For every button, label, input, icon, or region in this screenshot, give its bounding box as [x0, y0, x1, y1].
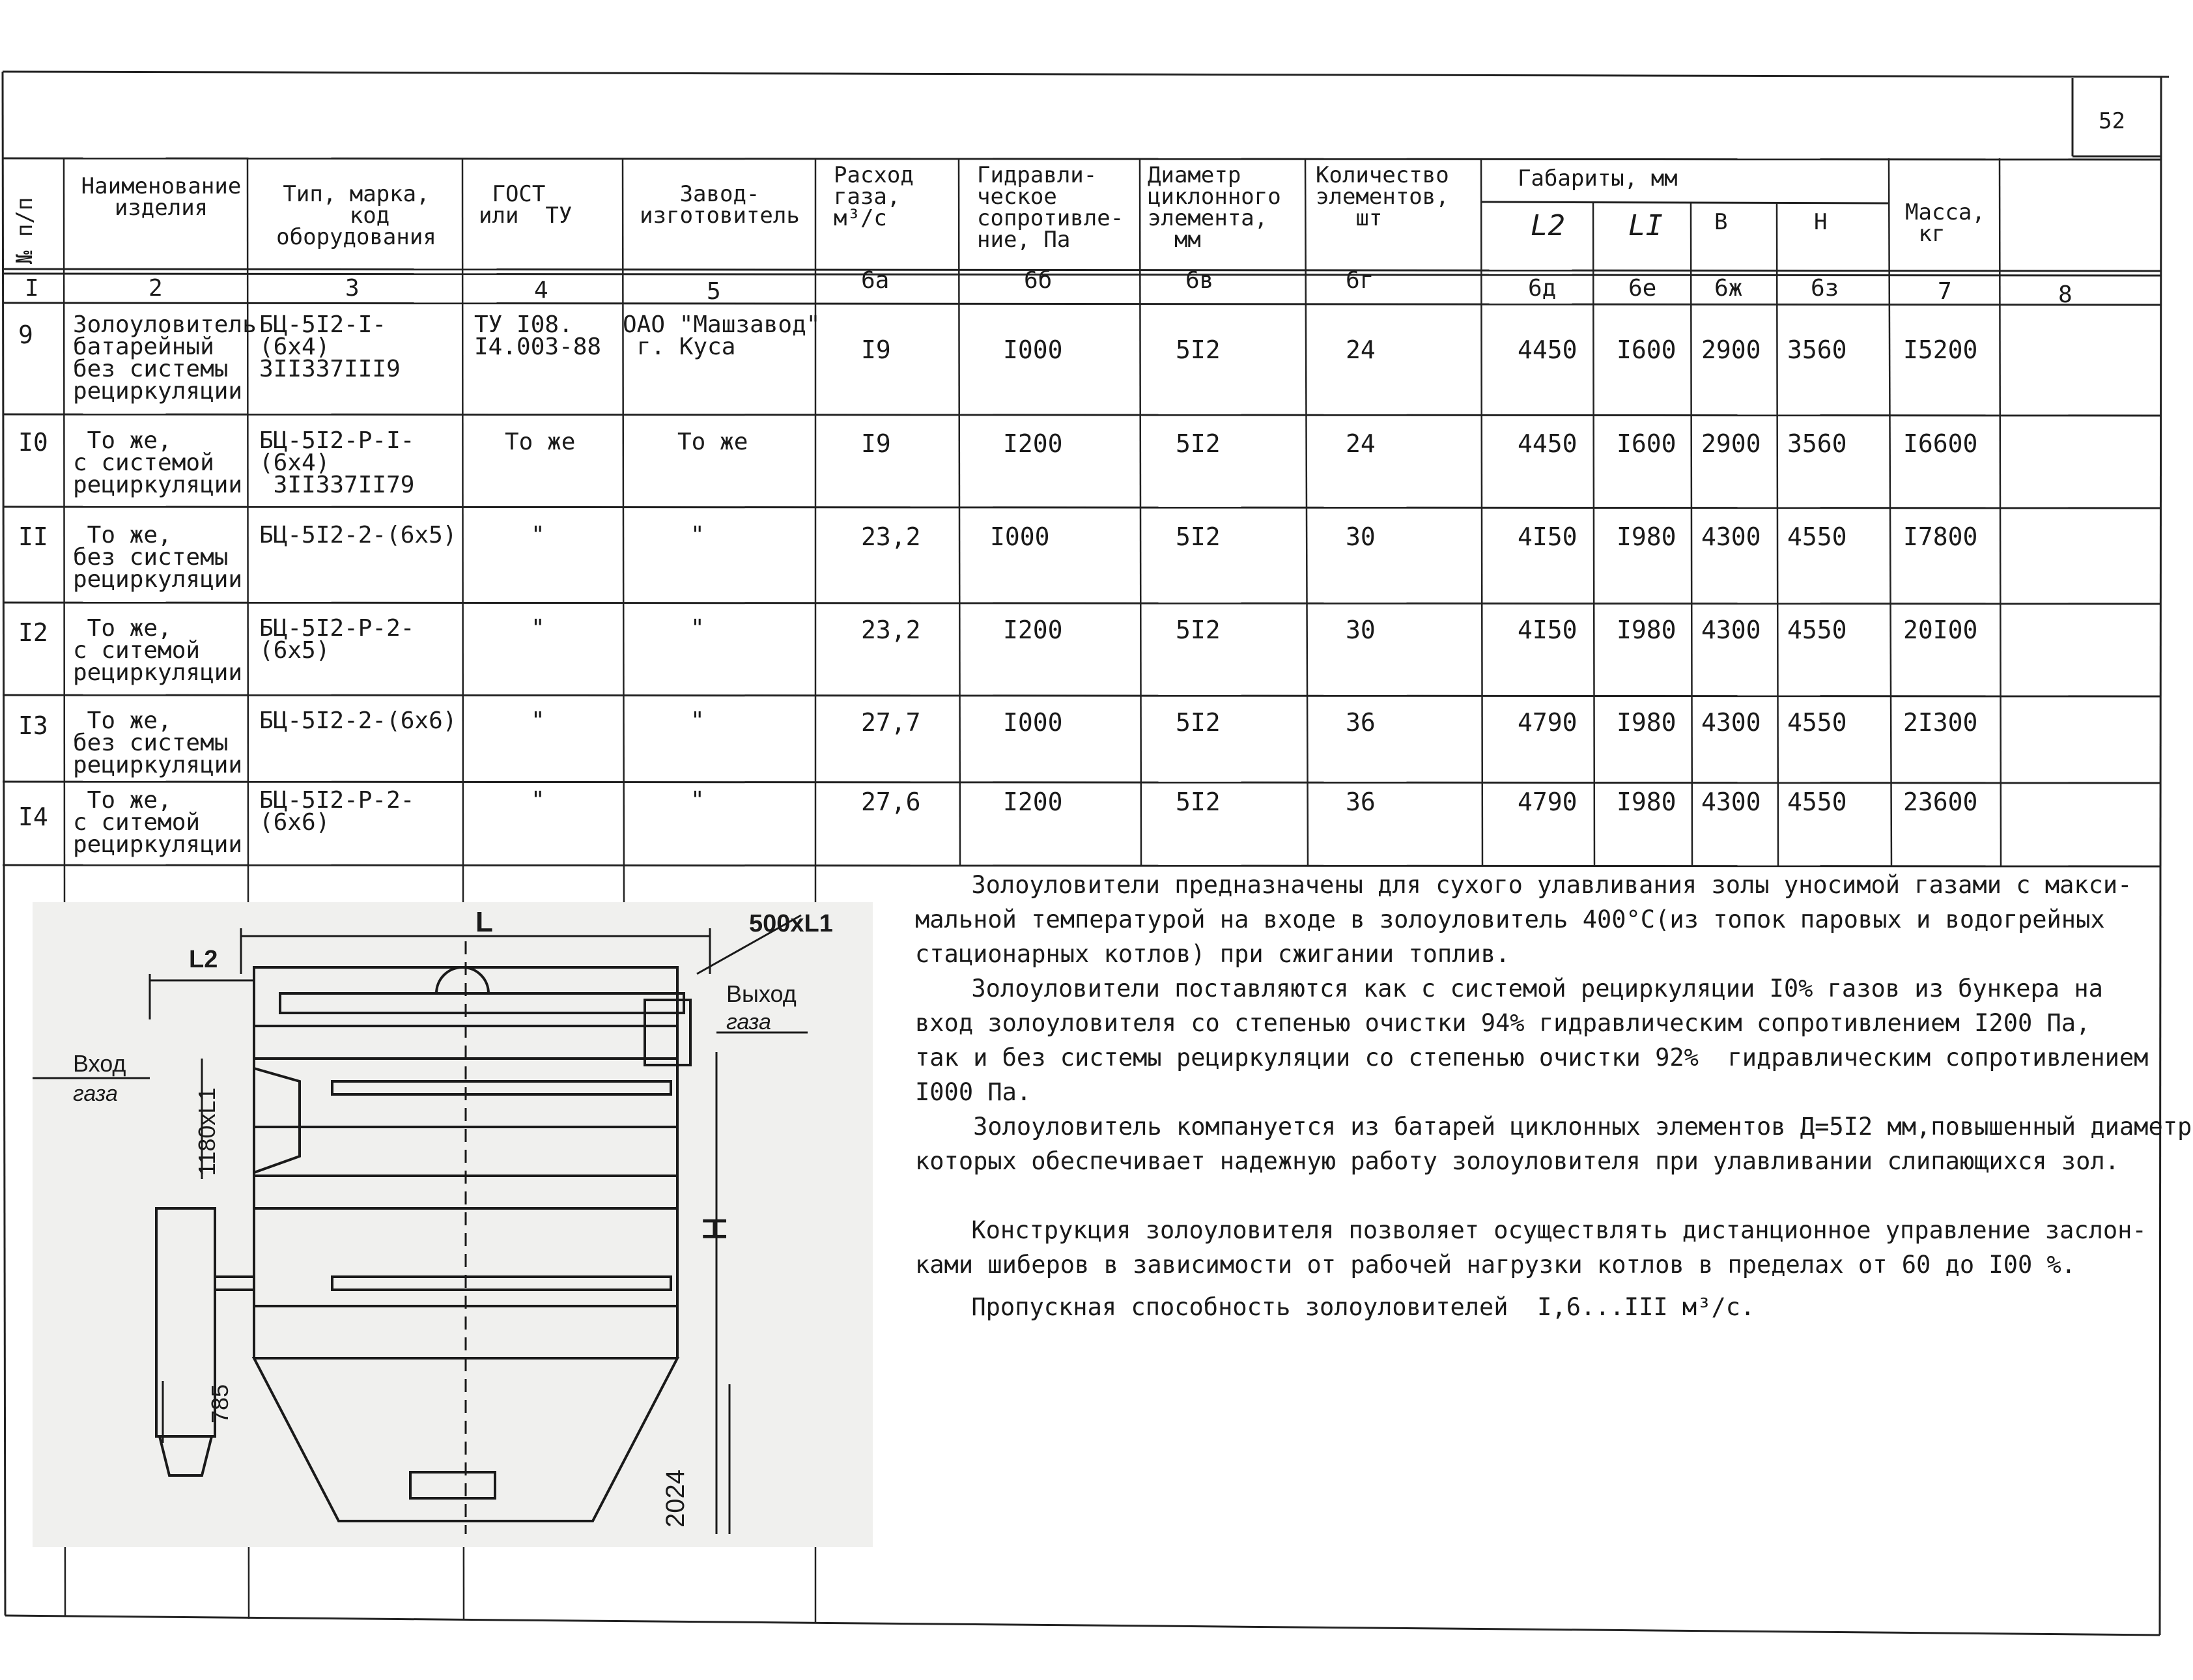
row-b: 4300 — [1701, 616, 1761, 644]
col-number: I — [25, 275, 39, 302]
row-num: I4 — [18, 803, 48, 831]
row-plant: " — [690, 787, 705, 814]
row-gost: То же — [505, 429, 576, 455]
row-name: Золоуловитель батарейный без системы рециркуляции — [73, 311, 257, 405]
row-diameter: 5I2 — [1176, 616, 1221, 644]
description-line: вход золоуловителя со степенью очистки 94% гидравлическим сопротивлением I200 Па, — [915, 1009, 2091, 1037]
row-resistance: I000 — [1003, 708, 1063, 737]
header-dim-b: В — [1714, 209, 1728, 235]
row-b: 4300 — [1701, 522, 1761, 551]
row-l1: I980 — [1617, 708, 1677, 737]
row-type: БЦ-5I2-2-(6х6) — [259, 707, 457, 734]
description-line: Золоуловитель компануется из батарей циклонных элементов Д=5I2 мм,повышенный диаметр — [915, 1113, 2192, 1141]
header-diameter: Диаметр циклонного элемента, мм — [1148, 162, 1281, 253]
row-l1: I980 — [1617, 616, 1677, 644]
col-number: 8 — [2058, 281, 2073, 308]
col-number: 7 — [1938, 278, 1952, 305]
row-type: БЦ-5I2-I- (6х4) 3II337III9 — [259, 311, 401, 382]
row-flow: 27,7 — [861, 708, 921, 737]
row-gost: " — [531, 707, 545, 734]
row-mass: 23600 — [1903, 788, 1978, 816]
row-plant: ОАО "Машзавод" г. Куса — [623, 311, 821, 360]
row-type: БЦ-5I2-Р-2- (6х5) — [259, 615, 415, 664]
row-resistance: I000 — [990, 522, 1050, 551]
row-l2: 4790 — [1518, 788, 1578, 816]
col-number: 6з — [1811, 275, 1839, 302]
row-h: 4550 — [1787, 522, 1847, 551]
row-type: БЦ-5I2-Р-I- (6х4) 3II337II79 — [259, 427, 415, 498]
header-resistance: Гидравли- ческое сопротивле- ние, Па — [977, 162, 1124, 253]
row-count: 24 — [1346, 429, 1376, 458]
col-number: 3 — [345, 275, 360, 302]
row-l1: I980 — [1617, 788, 1677, 816]
row-name: То же, с ситемой рециркуляции — [73, 615, 243, 686]
col-number: 5 — [707, 278, 721, 305]
description-line: ками шиберов в зависимости от рабочей нагрузки котлов в пределах от 60 до I00 %. — [915, 1251, 2076, 1279]
col-number: 6д — [1528, 275, 1557, 302]
description-line: Конструкция золоуловителя позволяет осуществлять дистанционное управление заслон- — [899, 1216, 2147, 1244]
col-number: 2 — [149, 275, 163, 302]
row-plant: " — [690, 615, 705, 642]
drawing-svg — [33, 902, 873, 1547]
row-diameter: 5I2 — [1176, 788, 1221, 816]
row-count: 30 — [1346, 616, 1376, 644]
header-dim-h: Н — [1814, 209, 1828, 235]
row-resistance: I200 — [1003, 788, 1063, 816]
row-l2: 4450 — [1518, 429, 1578, 458]
drawing-label-1180: 1180хL1 — [193, 1087, 220, 1176]
row-resistance: I200 — [1003, 429, 1063, 458]
row-gost: " — [531, 615, 545, 642]
col-number: 6а — [861, 267, 890, 294]
drawing-label-l: L — [475, 906, 493, 938]
row-type: БЦ-5I2-2-(6х5) — [259, 522, 457, 548]
header-count: Количество элементов, шт — [1316, 162, 1449, 231]
row-h: 4550 — [1787, 708, 1847, 737]
row-num: I3 — [18, 711, 48, 740]
row-count: 30 — [1346, 522, 1376, 551]
row-mass: I6600 — [1903, 429, 1978, 458]
row-h: 4550 — [1787, 616, 1847, 644]
row-flow: I9 — [861, 335, 891, 364]
row-b: 4300 — [1701, 788, 1761, 816]
row-plant: То же — [677, 429, 748, 455]
row-name: То же, с ситемой рециркуляции — [73, 787, 243, 858]
row-resistance: I000 — [1003, 335, 1063, 364]
row-mass: 20I00 — [1903, 616, 1978, 644]
row-h: 3560 — [1787, 335, 1847, 364]
col-number: 6г — [1346, 267, 1374, 294]
row-name: То же, без системы рециркуляции — [73, 522, 243, 593]
header-type: Тип, марка, код оборудования — [276, 181, 436, 250]
header-dims-group: Габариты, мм — [1518, 165, 1678, 192]
row-diameter: 5I2 — [1176, 335, 1221, 364]
row-flow: 27,6 — [861, 788, 921, 816]
row-plant: " — [690, 707, 705, 734]
row-num: I2 — [18, 618, 48, 647]
description-line: I000 Па. — [915, 1078, 1032, 1106]
drawing-label-out-2: газа — [726, 1010, 771, 1034]
row-num: II — [18, 522, 48, 551]
drawing-label-l2: L2 — [189, 946, 218, 973]
col-number: 4 — [534, 277, 548, 304]
row-l2: 4450 — [1518, 335, 1578, 364]
header-dim-l1: LI — [1628, 209, 1663, 242]
row-gost: " — [531, 787, 545, 814]
row-l2: 4I50 — [1518, 616, 1578, 644]
header-plant: Завод- изготовитель — [640, 181, 800, 229]
row-b: 2900 — [1701, 429, 1761, 458]
row-count: 36 — [1346, 788, 1376, 816]
drawing-label-h: Н — [696, 1216, 734, 1241]
header-gost: ГОСТ или ТУ — [479, 181, 573, 229]
row-l1: I600 — [1617, 429, 1677, 458]
drawing-label-out-1: Выход — [726, 980, 797, 1007]
row-flow: 23,2 — [861, 616, 921, 644]
row-plant: " — [690, 522, 705, 548]
row-type: БЦ-5I2-Р-2- (6х6) — [259, 787, 415, 836]
col-number: 6е — [1628, 275, 1657, 302]
header-dim-l2: L2 — [1531, 209, 1565, 242]
description-line: Золоуловители предназначены для сухого улавливания золы уносимой газами с макси- — [899, 871, 2132, 899]
description-line: Золоуловители поставляются как с системой рециркуляции I0% газов из бункера на — [899, 975, 2103, 1003]
row-l1: I980 — [1617, 522, 1677, 551]
row-name: То же, с системой рециркуляции — [73, 427, 243, 498]
row-diameter: 5I2 — [1176, 708, 1221, 737]
row-b: 4300 — [1701, 708, 1761, 737]
row-resistance: I200 — [1003, 616, 1063, 644]
row-l1: I600 — [1617, 335, 1677, 364]
row-count: 36 — [1346, 708, 1376, 737]
row-h: 3560 — [1787, 429, 1847, 458]
row-gost: ТУ I08. I4.003-88 — [474, 311, 602, 360]
description-line: мальной температурой на входе в золоуловитель 400°С(из топок паровых и водогрейных — [915, 905, 2105, 933]
row-b: 2900 — [1701, 335, 1761, 364]
header-gas-flow: Расход газа, м³/с — [834, 162, 914, 231]
row-diameter: 5I2 — [1176, 429, 1221, 458]
row-flow: 23,2 — [861, 522, 921, 551]
header-num: № п/п — [12, 197, 38, 264]
description-line: стационарных котлов) при сжигании топлив. — [915, 940, 1510, 968]
row-num: 9 — [18, 320, 33, 349]
drawing-label-in-2: газа — [73, 1081, 118, 1106]
row-diameter: 5I2 — [1176, 522, 1221, 551]
col-number: 6б — [1024, 267, 1053, 294]
drawing-label-500: 500хL1 — [749, 910, 833, 937]
row-mass: I5200 — [1903, 335, 1978, 364]
description-line: Пропускная способность золоуловителей I,6...III м³/с. — [899, 1293, 1755, 1321]
drawing-label-785: 785 — [206, 1384, 233, 1423]
row-mass: I7800 — [1903, 522, 1978, 551]
drawing-label-2024: 2024 — [661, 1470, 690, 1528]
row-name: То же, без системы рециркуляции — [73, 707, 243, 778]
row-mass: 2I300 — [1903, 708, 1978, 737]
row-gost: " — [531, 522, 545, 548]
description-line: так и без системы рециркуляции со степенью очистки 92% гидравлическим сопротивлением — [915, 1044, 2149, 1072]
drawing-label-in-1: Вход — [73, 1050, 126, 1077]
col-number: 6в — [1185, 267, 1214, 294]
collector-drawing — [33, 902, 873, 1547]
row-flow: I9 — [861, 429, 891, 458]
col-number: 6ж — [1714, 275, 1743, 302]
page-number: 52 — [2099, 108, 2125, 134]
row-h: 4550 — [1787, 788, 1847, 816]
row-l2: 4790 — [1518, 708, 1578, 737]
row-l2: 4I50 — [1518, 522, 1578, 551]
description-line: которых обеспечивает надежную работу золоуловителя при улавливании слипающихся зол. — [915, 1147, 2119, 1175]
header-mass: Масса, кг — [1905, 199, 1985, 247]
row-num: I0 — [18, 428, 48, 457]
row-count: 24 — [1346, 335, 1376, 364]
header-name: Наименование изделия — [81, 173, 242, 221]
